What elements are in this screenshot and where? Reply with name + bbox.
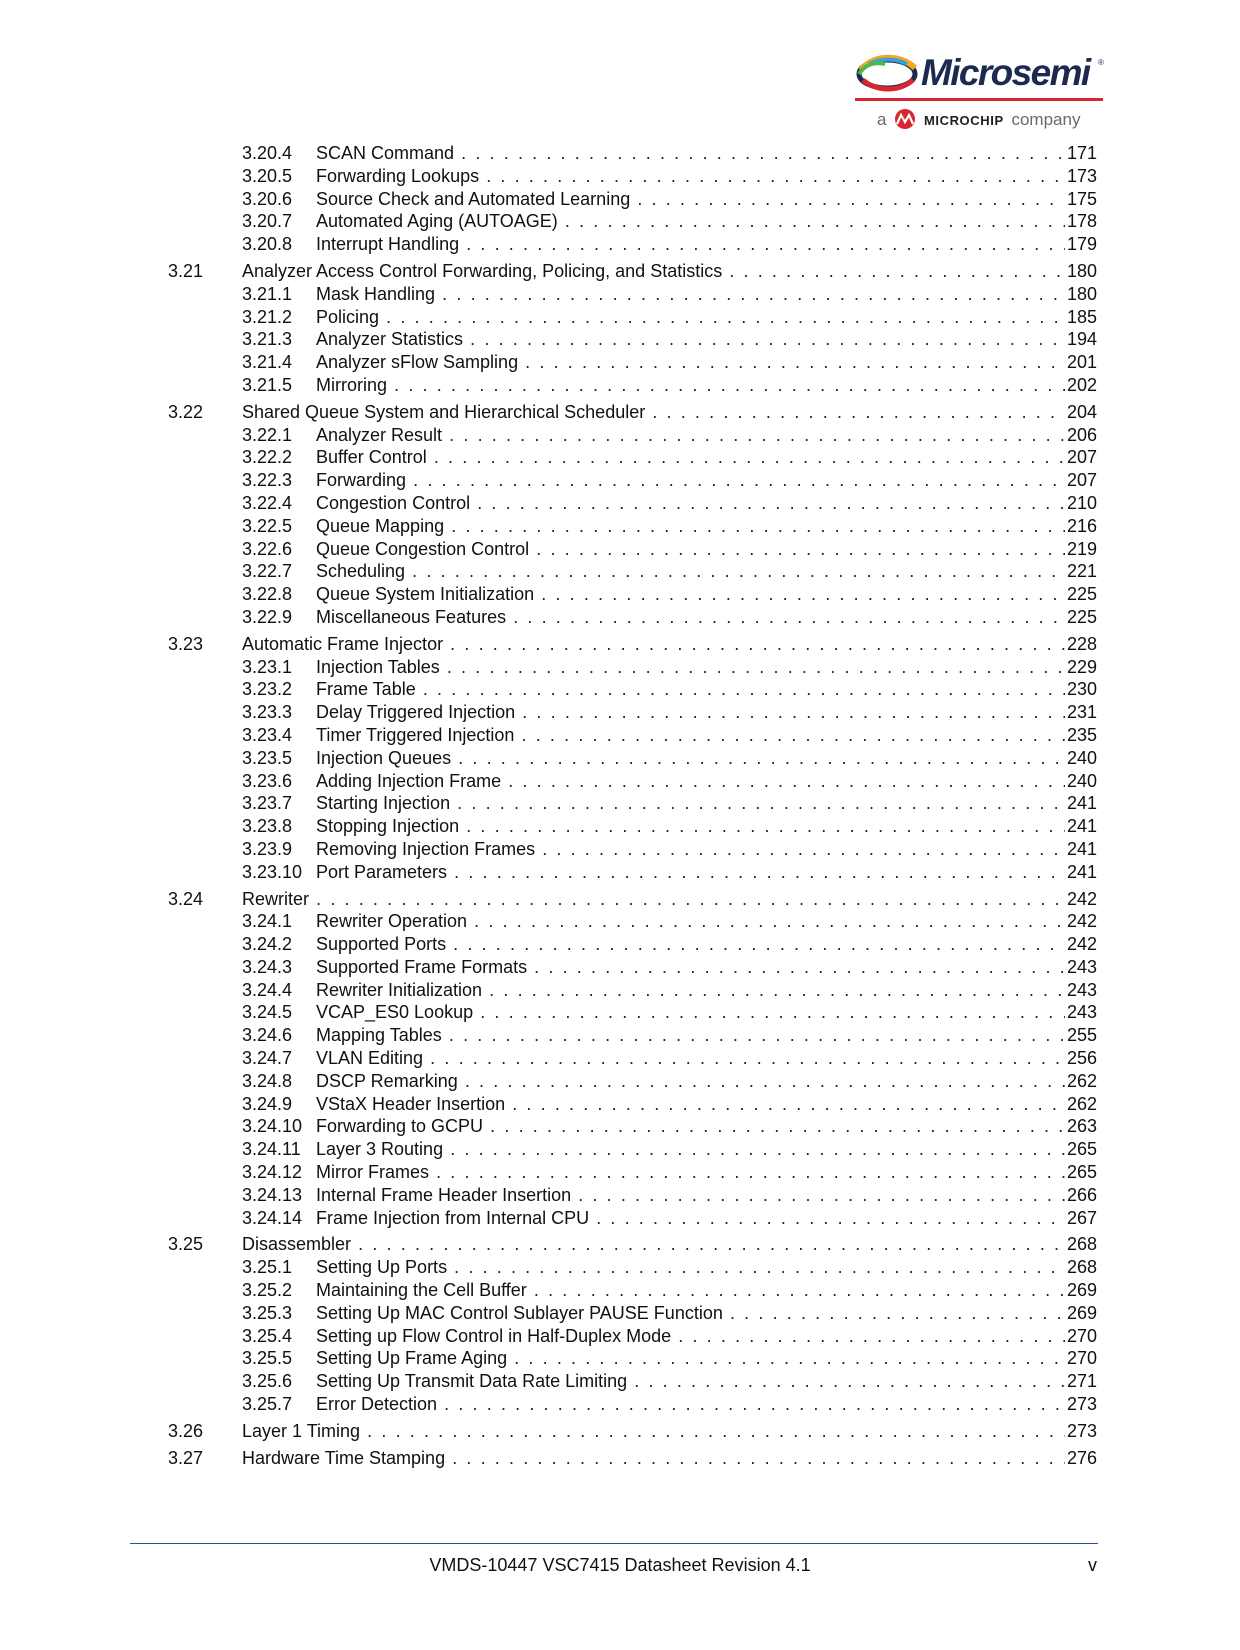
toc-entry-page: 219	[1067, 538, 1098, 559]
toc-entry-title: Disassembler . . .	[242, 1233, 1065, 1256]
toc-entry-page: 229	[1067, 656, 1098, 677]
toc-entry-number: 3.23.10	[242, 861, 303, 882]
toc-entry-page: 180	[1067, 283, 1098, 304]
logo-wordmark: Microsemi	[921, 52, 1090, 93]
toc-entry-page: 243	[1067, 979, 1098, 1000]
tagline-prefix: a	[877, 110, 887, 129]
toc-section	[0, 1447, 1240, 1470]
toc-entry-title: Forwarding . . .	[316, 469, 1065, 492]
toc-entry-page: 210	[1067, 492, 1098, 513]
toc-entry-number: 3.22	[168, 401, 204, 422]
toc-entry-title: Interrupt Handling . . .	[316, 233, 1065, 256]
toc-entry-title: Adding Injection Frame . . .	[316, 770, 1065, 793]
toc-entry-page: 204	[1067, 401, 1098, 422]
toc-entry-page: 201	[1067, 352, 1098, 373]
toc-entry-page: 225	[1067, 606, 1098, 627]
toc-entry-page: 269	[1067, 1302, 1098, 1323]
toc-entry-title: Automatic Frame Injector . . .	[242, 633, 1065, 656]
toc-entry[interactable]	[0, 1093, 1240, 1116]
footer-divider	[130, 1543, 1098, 1544]
toc-entry-title: Analyzer Result . . .	[316, 424, 1065, 447]
toc-entry-number: 3.24.4	[242, 979, 293, 1000]
toc-entry-page: 202	[1067, 374, 1098, 395]
toc-entry-number: 3.24.1	[242, 911, 293, 932]
toc-entry-title: Shared Queue System and Hierarchical Scheduler . . .	[242, 401, 1065, 424]
toc-entry-number: 3.24.9	[242, 1093, 293, 1114]
toc-entry-number: 3.21.4	[242, 352, 293, 373]
footer-page-number: v	[1088, 1555, 1097, 1575]
toc-entry[interactable]	[0, 888, 1240, 911]
toc-entry-title: Forwarding to GCPU . . .	[316, 1115, 1065, 1138]
toc-entry[interactable]	[0, 656, 1240, 679]
toc-entry[interactable]	[0, 469, 1240, 492]
toc-entry-number: 3.20.5	[242, 165, 293, 186]
toc-entry-title: Analyzer Statistics . . .	[316, 328, 1065, 351]
toc-entry-page: 243	[1067, 956, 1098, 977]
toc-entry[interactable]	[0, 724, 1240, 747]
toc-entry[interactable]	[0, 910, 1240, 933]
toc-entry-number: 3.24.13	[242, 1184, 303, 1205]
toc-entry-page: 171	[1067, 143, 1098, 163]
toc-section	[0, 633, 1240, 884]
toc-entry-title: Mask Handling . . .	[316, 283, 1065, 306]
toc-entry-page: 241	[1067, 838, 1098, 859]
toc-section	[0, 260, 1240, 397]
table-of-contents	[0, 142, 1240, 1469]
toc-entry-number: 3.21.5	[242, 374, 293, 395]
toc-entry[interactable]	[0, 956, 1240, 979]
toc-entry[interactable]	[0, 1447, 1240, 1470]
toc-entry[interactable]	[0, 678, 1240, 701]
toc-entry-page: 271	[1067, 1371, 1098, 1392]
toc-entry[interactable]	[0, 1138, 1240, 1161]
toc-entry[interactable]	[0, 538, 1240, 561]
toc-entry-title: Internal Frame Header Insertion . . .	[316, 1184, 1065, 1207]
toc-entry[interactable]	[0, 1233, 1240, 1256]
toc-entry-title: Buffer Control . . .	[316, 446, 1065, 469]
toc-entry[interactable]	[0, 351, 1240, 374]
toc-entry-page: 173	[1067, 165, 1098, 186]
toc-entry-number: 3.23.6	[242, 770, 293, 791]
toc-entry-number: 3.25	[168, 1234, 204, 1255]
toc-entry[interactable]	[0, 560, 1240, 583]
toc-entry-number: 3.25.4	[242, 1325, 293, 1346]
toc-entry-number: 3.20.6	[242, 188, 293, 209]
toc-entry-number: 3.25.3	[242, 1302, 293, 1323]
microchip-icon	[893, 109, 917, 129]
toc-entry[interactable]	[0, 1184, 1240, 1207]
toc-entry-number: 3.24.2	[242, 934, 293, 955]
tagline-suffix: company	[1011, 110, 1081, 129]
toc-entry-page: 267	[1067, 1207, 1098, 1228]
toc-entry-page: 241	[1067, 816, 1098, 837]
toc-entry-number: 3.23.2	[242, 679, 293, 700]
toc-entry-number: 3.21.3	[242, 329, 293, 350]
toc-entry-page: 263	[1067, 1116, 1098, 1137]
toc-entry-title: Setting Up Transmit Data Rate Limiting . . .	[316, 1370, 1065, 1393]
toc-entry-title: Mapping Tables . . .	[316, 1024, 1065, 1047]
toc-entry-number: 3.24	[168, 888, 204, 909]
toc-entry-page: 231	[1067, 702, 1098, 723]
toc-entry-number: 3.24.12	[242, 1162, 303, 1183]
toc-entry-number: 3.20.7	[242, 211, 293, 232]
toc-entry[interactable]	[0, 283, 1240, 306]
toc-entry-title: Supported Ports . . .	[316, 933, 1065, 956]
toc-entry[interactable]	[0, 770, 1240, 793]
toc-entry-page: 180	[1067, 260, 1098, 281]
toc-entry-number: 3.22.5	[242, 515, 293, 536]
toc-entry[interactable]	[0, 233, 1240, 256]
toc-entry-number: 3.23.3	[242, 702, 293, 723]
toc-entry-title: Starting Injection . . .	[316, 792, 1065, 815]
toc-entry[interactable]	[0, 1047, 1240, 1070]
toc-entry[interactable]	[0, 838, 1240, 861]
toc-entry-number: 3.22.2	[242, 447, 293, 468]
toc-entry-page: 270	[1067, 1325, 1098, 1346]
toc-entry-title: Port Parameters . . .	[316, 861, 1065, 884]
toc-entry-number: 3.24.3	[242, 956, 293, 977]
toc-entry-page: 228	[1067, 633, 1098, 654]
toc-entry-number: 3.22.8	[242, 584, 293, 605]
toc-entry-title: Mirror Frames . . .	[316, 1161, 1065, 1184]
registered-mark: ®	[1098, 58, 1104, 67]
toc-entry-number: 3.21	[168, 260, 204, 281]
toc-entry-title: Automated Aging (AUTOAGE) . . .	[316, 210, 1065, 233]
toc-entry-page: 185	[1067, 306, 1098, 327]
toc-entry-number: 3.23.4	[242, 724, 293, 745]
microsemi-swirl-icon	[855, 52, 919, 96]
toc-entry-title: Injection Tables . . .	[316, 656, 1065, 679]
toc-entry[interactable]	[0, 701, 1240, 724]
toc-entry-number: 3.24.6	[242, 1025, 293, 1046]
toc-entry-number: 3.23.1	[242, 656, 293, 677]
toc-entry-page: 240	[1067, 747, 1098, 768]
toc-entry-title: Setting Up MAC Control Sublayer PAUSE Function . . .	[316, 1302, 1065, 1325]
toc-entry[interactable]	[0, 1302, 1240, 1325]
toc-entry-page: 235	[1067, 724, 1098, 745]
toc-entry-number: 3.27	[168, 1447, 204, 1468]
toc-entry[interactable]	[0, 1347, 1240, 1370]
toc-section	[0, 401, 1240, 629]
toc-entry-number: 3.22.7	[242, 561, 293, 582]
toc-entry-number: 3.26	[168, 1420, 204, 1441]
toc-entry-title: Analyzer Access Control Forwarding, Policing, and Statistics . . .	[242, 260, 1065, 283]
tagline-brand: MICROCHIP	[923, 113, 1004, 128]
toc-entry-page: 268	[1067, 1257, 1098, 1278]
toc-entry-page: 206	[1067, 424, 1098, 445]
toc-entry-number: 3.21.1	[242, 283, 293, 304]
toc-entry-title: Scheduling . . .	[316, 560, 1065, 583]
toc-entry-page: 175	[1067, 188, 1098, 209]
toc-entry-page: 265	[1067, 1162, 1098, 1183]
toc-entry-page: 256	[1067, 1048, 1098, 1069]
toc-entry-title: DSCP Remarking . . .	[316, 1070, 1065, 1093]
toc-entry-page: 225	[1067, 584, 1098, 605]
toc-entry-title: Injection Queues . . .	[316, 747, 1065, 770]
toc-entry-page: 276	[1067, 1447, 1098, 1468]
toc-entry[interactable]	[0, 1161, 1240, 1184]
toc-entry-number: 3.24.8	[242, 1070, 293, 1091]
toc-entry[interactable]	[0, 1393, 1240, 1416]
toc-entry[interactable]	[0, 1256, 1240, 1279]
toc-entry-number: 3.23.5	[242, 747, 293, 768]
toc-entry-number: 3.24.5	[242, 1002, 293, 1023]
toc-entry-page: 269	[1067, 1280, 1098, 1301]
toc-section	[0, 142, 1240, 256]
toc-entry-title: Rewriter Initialization . . .	[316, 979, 1065, 1002]
toc-entry-title: Source Check and Automated Learning . . .	[316, 188, 1065, 211]
toc-entry-title: Queue Congestion Control . . .	[316, 538, 1065, 561]
toc-entry[interactable]	[0, 515, 1240, 538]
toc-entry-title: VCAP_ES0 Lookup . . .	[316, 1001, 1065, 1024]
toc-entry[interactable]	[0, 260, 1240, 283]
toc-entry-number: 3.20.4	[242, 143, 293, 163]
toc-entry-title: Rewriter . . .	[242, 888, 1065, 911]
toc-entry-number: 3.23.8	[242, 816, 293, 837]
logo-divider	[855, 98, 1103, 101]
toc-entry-page: 242	[1067, 934, 1098, 955]
toc-section	[0, 888, 1240, 1230]
toc-entry-page: 207	[1067, 447, 1098, 468]
toc-entry-page: 273	[1067, 1420, 1098, 1441]
toc-entry-number: 3.23.9	[242, 838, 293, 859]
toc-entry[interactable]	[0, 446, 1240, 469]
footer-doc-title: VMDS-10447 VSC7415 Datasheet Revision 4.1	[429, 1555, 811, 1575]
toc-entry-number: 3.20.8	[242, 234, 293, 255]
toc-entry[interactable]	[0, 861, 1240, 884]
toc-entry-title: Congestion Control . . .	[316, 492, 1065, 515]
toc-entry-title: VStaX Header Insertion . . .	[316, 1093, 1065, 1116]
toc-entry-page: 270	[1067, 1348, 1098, 1369]
toc-entry[interactable]	[0, 1370, 1240, 1393]
toc-entry-title: Queue Mapping . . .	[316, 515, 1065, 538]
toc-entry[interactable]	[0, 142, 1240, 165]
toc-entry[interactable]	[0, 1279, 1240, 1302]
toc-entry-page: 265	[1067, 1139, 1098, 1160]
toc-entry-number: 3.21.2	[242, 306, 293, 327]
toc-entry-title: Layer 3 Routing . . .	[316, 1138, 1065, 1161]
toc-entry-page: 262	[1067, 1093, 1098, 1114]
toc-entry-number: 3.23	[168, 633, 204, 654]
toc-entry-page: 221	[1067, 561, 1098, 582]
toc-entry[interactable]	[0, 747, 1240, 770]
toc-entry-title: Setting Up Frame Aging . . .	[316, 1347, 1065, 1370]
toc-entry-title: Forwarding Lookups . . .	[316, 165, 1065, 188]
toc-entry-title: Delay Triggered Injection . . .	[316, 701, 1065, 724]
toc-entry[interactable]	[0, 1115, 1240, 1138]
toc-entry[interactable]	[0, 979, 1240, 1002]
toc-entry-page: 194	[1067, 329, 1098, 350]
toc-entry[interactable]	[0, 1001, 1240, 1024]
toc-entry-title: Miscellaneous Features . . .	[316, 606, 1065, 629]
toc-entry-page: 178	[1067, 211, 1098, 232]
toc-entry[interactable]	[0, 210, 1240, 233]
toc-entry-page: 266	[1067, 1184, 1098, 1205]
toc-entry-title: SCAN Command . . .	[316, 142, 1065, 165]
toc-entry-page: 230	[1067, 679, 1098, 700]
toc-entry-title: Error Detection . . .	[316, 1393, 1065, 1416]
toc-entry[interactable]	[0, 401, 1240, 424]
toc-entry-title: Analyzer sFlow Sampling . . .	[316, 351, 1065, 374]
toc-entry-title: Policing . . .	[316, 306, 1065, 329]
toc-section	[0, 1420, 1240, 1443]
toc-entry-page: 262	[1067, 1070, 1098, 1091]
toc-entry-title: Supported Frame Formats . . .	[316, 956, 1065, 979]
toc-entry[interactable]	[0, 815, 1240, 838]
toc-entry-number: 3.24.7	[242, 1048, 293, 1069]
toc-entry-number: 3.24.11	[242, 1139, 301, 1160]
toc-entry[interactable]	[0, 583, 1240, 606]
toc-entry[interactable]	[0, 792, 1240, 815]
microsemi-logo	[855, 50, 1105, 135]
toc-entry-page: 216	[1067, 515, 1098, 536]
toc-entry-number: 3.24.10	[242, 1116, 303, 1137]
toc-entry-page: 207	[1067, 470, 1098, 491]
toc-entry-number: 3.22.3	[242, 470, 293, 491]
toc-entry-title: Frame Table . . .	[316, 678, 1065, 701]
toc-entry-number: 3.25.5	[242, 1348, 293, 1369]
toc-entry-page: 242	[1067, 888, 1098, 909]
toc-entry[interactable]	[0, 1070, 1240, 1093]
toc-entry[interactable]	[0, 306, 1240, 329]
toc-entry[interactable]	[0, 933, 1240, 956]
toc-entry-page: 273	[1067, 1394, 1098, 1415]
toc-entry-title: Frame Injection from Internal CPU . . .	[316, 1207, 1065, 1230]
toc-entry-page: 242	[1067, 911, 1098, 932]
toc-entry-title: Rewriter Operation . . .	[316, 910, 1065, 933]
toc-entry-number: 3.23.7	[242, 793, 293, 814]
toc-entry-title: Hardware Time Stamping . . .	[242, 1447, 1065, 1470]
toc-entry-title: Setting Up Ports . . .	[316, 1256, 1065, 1279]
toc-entry-page: 179	[1067, 234, 1098, 255]
toc-entry-title: Mirroring . . .	[316, 374, 1065, 397]
toc-entry-page: 240	[1067, 770, 1098, 791]
toc-entry-number: 3.22.4	[242, 492, 293, 513]
toc-entry-number: 3.22.6	[242, 538, 293, 559]
toc-entry-title: Timer Triggered Injection . . .	[316, 724, 1065, 747]
toc-entry-page: 241	[1067, 861, 1098, 882]
toc-entry-page: 241	[1067, 793, 1098, 814]
toc-entry[interactable]	[0, 1207, 1240, 1230]
toc-entry-number: 3.25.2	[242, 1280, 293, 1301]
toc-entry[interactable]	[0, 606, 1240, 629]
toc-section	[0, 1233, 1240, 1415]
toc-entry-number: 3.24.14	[242, 1207, 303, 1228]
toc-entry-title: Maintaining the Cell Buffer . . .	[316, 1279, 1065, 1302]
toc-entry-number: 3.22.1	[242, 424, 293, 445]
toc-entry-title: Queue System Initialization . . .	[316, 583, 1065, 606]
toc-entry[interactable]	[0, 1024, 1240, 1047]
toc-entry-number: 3.22.9	[242, 606, 293, 627]
toc-entry-page: 268	[1067, 1234, 1098, 1255]
toc-entry-title: Setting up Flow Control in Half-Duplex Mode . . .	[316, 1325, 1065, 1348]
toc-entry-number: 3.25.6	[242, 1371, 293, 1392]
toc-entry[interactable]	[0, 1420, 1240, 1443]
toc-entry-page: 255	[1067, 1025, 1098, 1046]
toc-entry-number: 3.25.7	[242, 1394, 293, 1415]
toc-entry[interactable]	[0, 188, 1240, 211]
toc-entry[interactable]	[0, 328, 1240, 351]
toc-entry[interactable]	[0, 424, 1240, 447]
toc-entry-title: Removing Injection Frames . . .	[316, 838, 1065, 861]
toc-entry-title: Stopping Injection . . .	[316, 815, 1065, 838]
toc-entry-title: Layer 1 Timing . . .	[242, 1420, 1065, 1443]
toc-entry-number: 3.25.1	[242, 1257, 293, 1278]
logo-tagline	[877, 109, 1080, 130]
toc-entry[interactable]	[0, 492, 1240, 515]
toc-entry[interactable]	[0, 374, 1240, 397]
toc-entry[interactable]	[0, 165, 1240, 188]
toc-entry[interactable]	[0, 1325, 1240, 1348]
toc-entry-page: 243	[1067, 1002, 1098, 1023]
toc-entry[interactable]	[0, 633, 1240, 656]
toc-entry-title: VLAN Editing . . .	[316, 1047, 1065, 1070]
